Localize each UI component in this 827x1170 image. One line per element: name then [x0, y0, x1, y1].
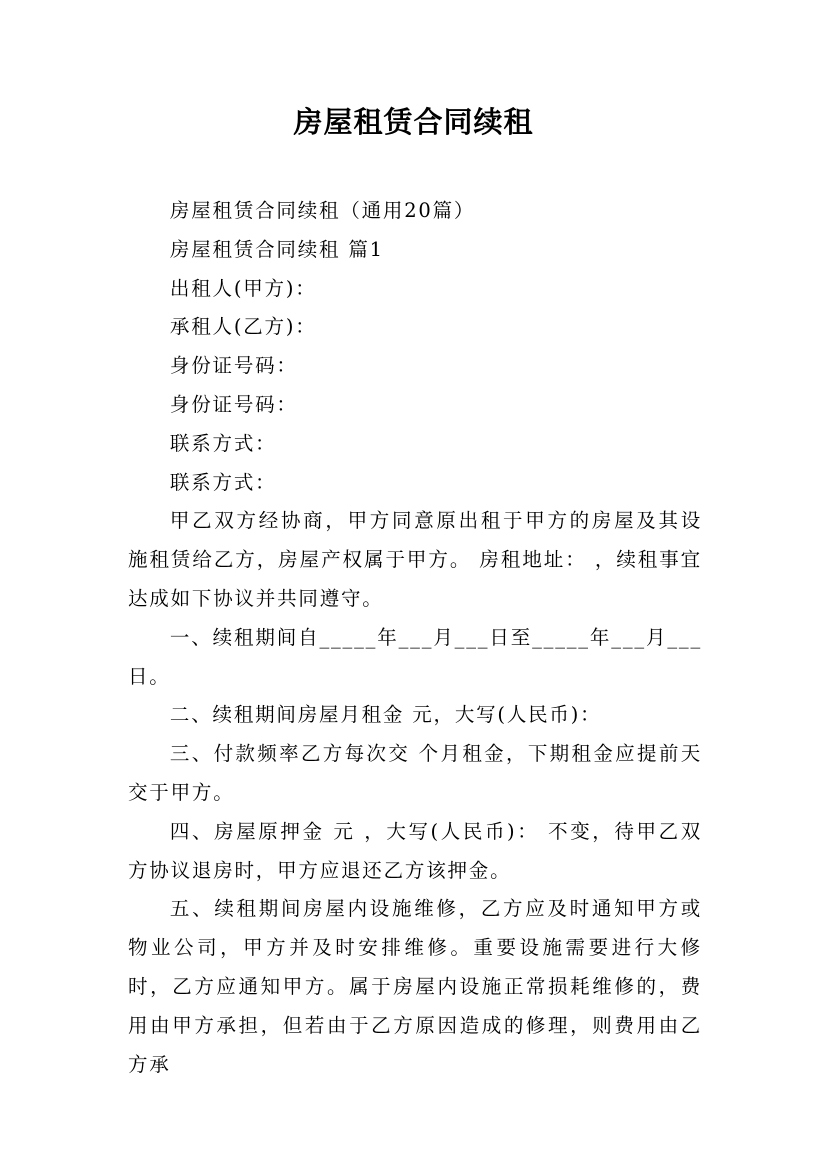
clause-5: 五、续租期间房屋内设施维修，乙方应及时通知甲方或物业公司，甲方并及时安排维修。重要设施需要进行大修时，乙方应通知甲方。属于房屋内设施正常损耗维修的，费用由甲方承担，但若由于乙方原因造成的修理，则费用由乙方承: [128, 897, 702, 1076]
clause-4: 四、房屋原押金 元 ，大写(人民币)： 不变，待甲乙双方协议退房时，甲方应退还乙方该押金。: [128, 819, 702, 882]
section-heading: 房屋租赁合同续租 篇1: [169, 237, 384, 261]
document-title: 房屋租赁合同续租: [293, 105, 534, 139]
intro-paragraph: 甲乙双方经协商，甲方同意原出租于甲方的房屋及其设施租赁给乙方，房屋产权属于甲方。 房租地址： ，续租事宜达成如下协议并共同遵守。: [128, 509, 702, 610]
id-number-field-b: 身份证号码：: [169, 392, 298, 416]
contact-field-b: 联系方式：: [169, 470, 277, 494]
clause-3: 三、付款频率乙方每次交 个月租金，下期租金应提前天交于甲方。: [128, 742, 702, 804]
subtitle-line: 房屋租赁合同续租（通用20篇）: [169, 199, 476, 222]
contact-field-a: 联系方式：: [169, 431, 277, 455]
lessor-field: 出租人(甲方)：: [169, 276, 317, 300]
lessee-field: 承租人(乙方)：: [169, 315, 317, 339]
clause-1: 一、续租期间自_____年___月___日至_____年___月___日。: [128, 625, 702, 688]
document-body: [128, 192, 702, 1084]
clause-2: 二、续租期间房屋月租金 元，大写(人民币)：: [169, 703, 602, 727]
id-number-field-a: 身份证号码：: [169, 354, 298, 378]
